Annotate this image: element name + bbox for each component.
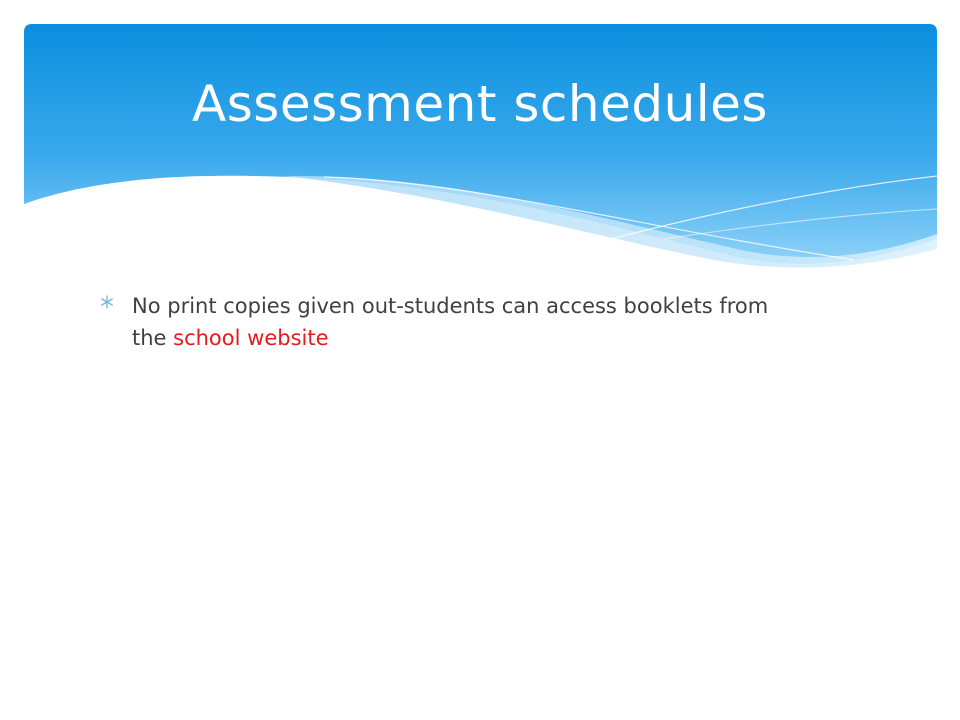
bullet-text: No print copies given out-students can access booklets from the: [132, 294, 769, 350]
school-website-link[interactable]: school website: [173, 326, 329, 350]
bullet-list: [100, 290, 800, 354]
slide-title: Assessment schedules: [192, 75, 768, 133]
header-banner: [24, 24, 937, 274]
header-wave-graphic: [24, 24, 937, 274]
bullet-item: [100, 290, 800, 354]
asterisk-icon: [100, 295, 114, 309]
